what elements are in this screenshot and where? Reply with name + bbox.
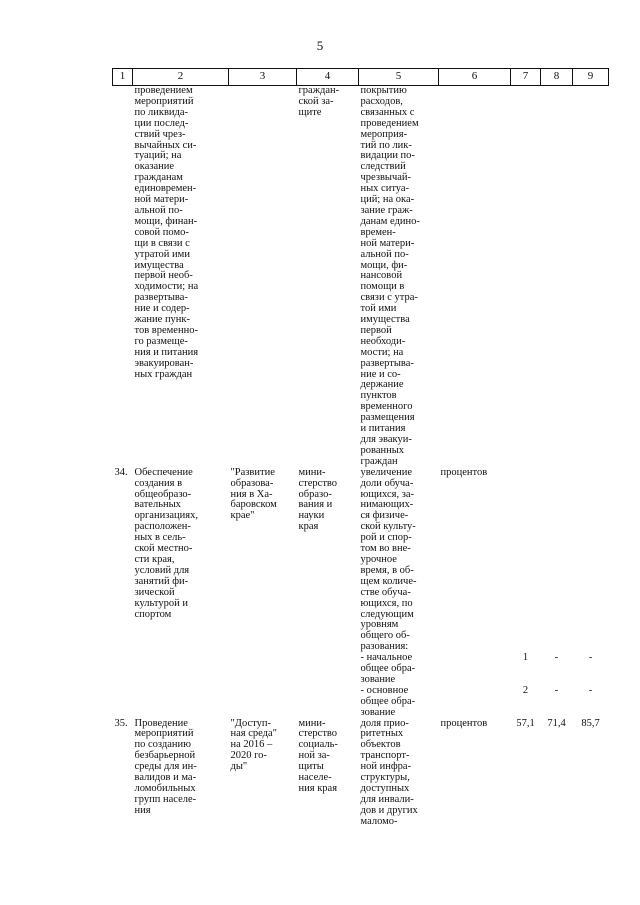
agency-cell: мини- стерство социаль- ной за- щиты населе- ния края [298,717,338,794]
header-cell-9: 9 [573,69,609,86]
unit-cell: процентов [440,717,488,729]
value-cell-4: - [588,684,593,696]
header-cell-1: 1 [113,69,133,86]
table-row-35 [113,719,609,828]
program-cell: "Развитие образова- ния в Ха- баровском крае" [230,466,277,522]
continuation-event-cell: проведением мероприятий по ликвида- ции послед- ствий чрез- вычайных си- туаций; на оказание гражданам единовремен- ной матери- альной по- мощи, финан- совой помо- щи в связи с утратой ими имущества первой необ- ходимости; на развертыва- ние и содер- жание пунк- тов временно- го размеще- ния и питания эвакуирован- ных граждан [134,85,199,380]
header-cell-5: 5 [359,69,439,86]
data-table [112,68,609,828]
header-cell-6: 6 [439,69,511,86]
value-cell-2: 57,1 [516,717,535,729]
event-cell: Обеспечение создания в общеобразо- вательных организациях, расположен- ных в сель- ской местно- сти края, условий для занятий фи- зической культурой и спортом [134,466,198,620]
continuation-indicator-cell: покрытию расходов, связанных с проведением мероприя- тий по лик- видации по- следствий чрезвычай- ных ситуа- ций; на ока- зание граж- данам едино- времен- ной матери- альной по- мощи, фи- нансовой помощи в связи с утра- той ими имущества первой необходи- мости; на развертыва- ние и со- держание пунктов временного размещения и питания для эвакуи- рованных граждан [360,85,420,467]
table-subrow [113,686,609,719]
agency-cell: мини- стерство образо- вания и науки края [298,466,338,533]
subrow-label: - основное общее обра- зование [360,684,416,718]
continuation-agency-cell: граждан- ской за- щите [298,85,340,118]
unit-cell: процентов [440,466,488,478]
header-cell-3: 3 [229,69,297,86]
indicator-cell: доля прио- ритетных объектов транспорт- ной инфра- структуры, доступных для инвали- дов и других маломо- [360,717,418,827]
value-cell-3: - [554,652,559,664]
header-cell-7: 7 [511,69,541,86]
header-cell-8: 8 [541,69,573,86]
value-cell-4: 85,7 [581,717,600,729]
page-number: 5 [316,38,324,53]
event-cell: Проведение мероприятий по созданию безбарьерной среды для ин- валидов и ма- ломобильных групп населе- ния [134,717,197,816]
value-cell-4: - [588,652,593,664]
row-number: 35. [114,717,128,729]
table-row-34 [113,468,609,653]
subrow-label: - начальное общее обра- зование [360,652,416,685]
row-number: 34. [114,466,128,478]
header-cell-2: 2 [133,69,229,86]
table-subrow [113,653,609,686]
value-cell-2: 1 [522,652,529,664]
program-cell: "Доступ- ная среда" на 2016 – 2020 го- ды" [230,717,277,773]
value-cell-2: 2 [522,684,529,696]
value-cell-3: - [554,684,559,696]
header-row [113,69,609,86]
indicator-cell: увеличение доли обуча- ющихся, за- нимающих- ся физиче- ской культу- рой и спор- том во вне- урочное время, в об- щем количе- стве обуча- ющихся, по следующим уровням общего об- разования: [360,466,417,653]
value-cell-3: 71,4 [547,717,566,729]
header-cell-4: 4 [297,69,359,86]
table-row-continuation [113,86,609,468]
